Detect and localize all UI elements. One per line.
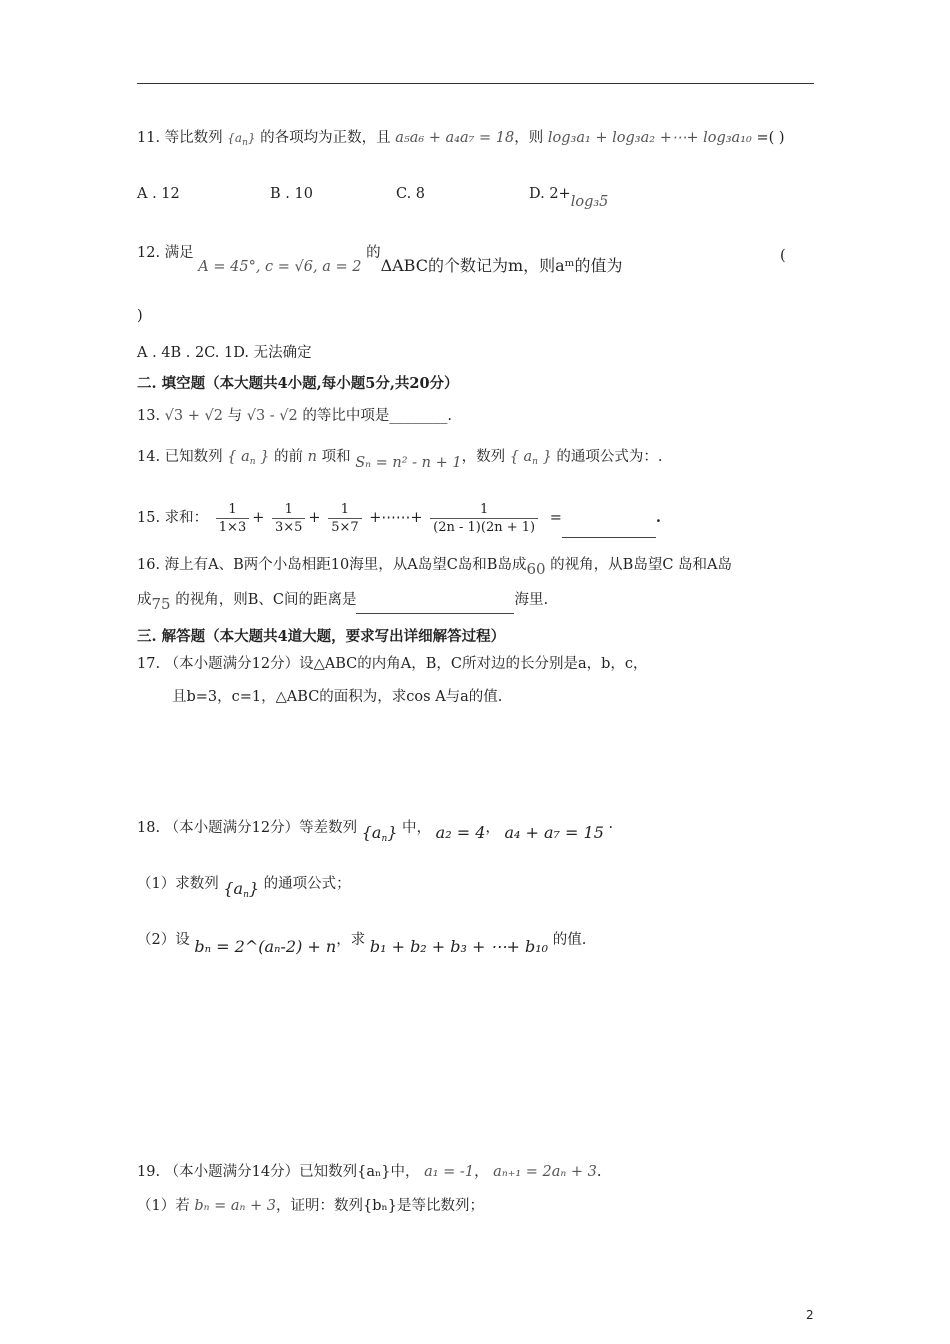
q11-stem: 11. 等比数列 xyxy=(137,130,223,146)
q19-cond1: a₁ = -1 xyxy=(424,1164,475,1180)
q16-line2c: 海里. xyxy=(514,592,549,608)
section-3-heading: 三. 解答题（本大题共4道大题，要求写出详细解答过程） xyxy=(137,628,506,645)
q15-stem: 15. 求和： xyxy=(137,510,209,526)
q11-condition: a₅a₆ + a₄a₇ = 18 xyxy=(395,130,515,146)
q11-option-c: C. 8 xyxy=(396,186,426,202)
q12-options: A . 4B . 2C. 1D. 无法确定 xyxy=(137,345,312,361)
q11-mid: 的各项均为正数，且 xyxy=(260,130,391,146)
question-14 xyxy=(137,447,663,473)
q14-formula: Sₙ = n² - n + 1 xyxy=(355,455,462,471)
q14-seq-1: { $a_n$ } xyxy=(227,449,270,467)
q11-option-d-log: log₃5 xyxy=(570,194,609,210)
q15-fraction-3: $\frac{1}{5\times 7}$ xyxy=(328,501,361,536)
q13-number: 13. xyxy=(137,408,161,424)
q14-n: n xyxy=(307,449,317,465)
q18-seq: $\{a_n\}$ xyxy=(361,823,398,844)
q16-answer-blank xyxy=(356,597,514,614)
question-12 xyxy=(137,243,623,277)
q15-end: . xyxy=(655,509,661,526)
q11-option-d: D. 2+log₃5 xyxy=(529,186,609,210)
q18-p2-formula: bₙ = 2^(aₙ-2) + n xyxy=(194,937,337,956)
q16-line1b: 的视角，从B岛望C 岛和A岛 xyxy=(550,557,733,573)
q19-p1-formula: bₙ = aₙ + 3 xyxy=(194,1198,276,1214)
question-13 xyxy=(137,406,452,426)
question-18-part-2 xyxy=(137,930,586,957)
q18-p1b: 的通项公式； xyxy=(263,876,351,892)
question-16-line-1 xyxy=(137,555,732,579)
q16-angle1: 60 xyxy=(526,560,546,578)
q14-mid3: ，数列 xyxy=(461,449,506,465)
q18-mid: 中， xyxy=(402,820,432,836)
q18-stem: 18. （本小题满分12分）等差数列 xyxy=(137,820,358,836)
page-number: 2 xyxy=(806,1308,814,1322)
section-2-heading: 二. 填空题（本大题共4小题,每小题5分,共20分） xyxy=(137,375,459,392)
question-18-part-1 xyxy=(137,874,351,905)
q18-comma: ， xyxy=(485,820,500,836)
q13-tail: 的等比中项是________. xyxy=(302,408,452,424)
q14-stem: 14. 已知数列 xyxy=(137,449,223,465)
question-19-part-1 xyxy=(137,1196,484,1216)
q19-stem: 19. （本小题满分14分）已知数列{aₙ}中， xyxy=(137,1164,420,1180)
question-18 xyxy=(137,818,613,849)
q12-condition: A = 45°, c = √6, a = 2 xyxy=(198,259,362,275)
q11-option-a: A . 12 xyxy=(137,186,180,202)
q16-line2a: 成 xyxy=(137,592,152,608)
q18-dot: · xyxy=(608,820,614,836)
q15-dots: +⋯⋯+ xyxy=(369,510,423,526)
header-rule xyxy=(137,83,814,84)
q18-cond2: a₄ + a₇ = 15 xyxy=(504,823,604,842)
question-17-line-2: 且b=3，c=1，△ABC的面积为，求cos A与a的值. xyxy=(172,689,503,705)
question-19 xyxy=(137,1162,601,1182)
q15-equals: = xyxy=(549,510,562,526)
q11-seq: $\{a_n\}$ xyxy=(227,131,256,148)
q11-then: ，则 xyxy=(514,130,544,146)
q11-expression: log₃a₁ + log₃a₂ +⋯+ log₃a₁₀ xyxy=(547,130,752,146)
q18-p2-sum: b₁ + b₂ + b₃ + ⋯+ b₁₀ xyxy=(369,937,549,956)
q15-answer-blank xyxy=(562,517,656,538)
q12-stem: 12. 满足 xyxy=(137,245,194,261)
q19-p1a: （1）若 xyxy=(137,1198,190,1214)
question-16-line-2 xyxy=(137,590,548,614)
q19-cond2: aₙ₊₁ = 2aₙ + 3 xyxy=(493,1164,597,1180)
q11-option-b: B . 10 xyxy=(270,186,313,202)
q13-expr2: √3 - √2 xyxy=(246,408,298,424)
q15-fraction-1: $\frac{1}{1\times 3}$ xyxy=(216,501,249,536)
question-11 xyxy=(137,128,785,153)
q11-tail: =( ) xyxy=(756,130,785,146)
q16-line1a: 16. 海上有A、B两个小岛相距10海里，从A岛望C岛和B岛成 xyxy=(137,557,527,573)
q14-seq-2: { $a_n$ } xyxy=(509,449,552,467)
q15-fraction-2: $\frac{1}{3\times 5}$ xyxy=(272,501,305,536)
q18-cond1: a₂ = 4 xyxy=(435,823,486,842)
q18-p2c: 的值. xyxy=(552,932,587,948)
q12-de: 的 xyxy=(366,245,381,261)
q19-p1b: ，证明：数列{bₙ}是等比数列； xyxy=(275,1198,484,1214)
q16-line2b: 的视角，则B、C间的距离是 xyxy=(175,592,357,608)
q16-angle2: 75 xyxy=(151,595,171,613)
q15-fraction-last: $\frac{1}{(2n - 1)(2n + 1)}$ xyxy=(430,501,538,536)
q13-and: 与 xyxy=(227,408,243,424)
q14-mid1: 的前 xyxy=(274,449,304,465)
q18-p2b: ，求 xyxy=(336,932,366,948)
q18-p1-seq: $\{a_n\}$ xyxy=(223,879,260,900)
q12-close-paren: ) xyxy=(137,308,143,324)
q19-dot: . xyxy=(596,1164,602,1180)
q18-p2a: （2）设 xyxy=(137,932,190,948)
q13-expr1: √3 + √2 xyxy=(164,408,223,424)
q14-tail: 的通项公式为：. xyxy=(556,449,663,465)
q12-text: ΔABC的个数记为m，则aᵐ的值为 xyxy=(380,256,623,275)
q14-mid2: 项和 xyxy=(321,449,351,465)
question-17-line-1: 17. （本小题满分12分）设△ABC的内角A，B，C所对边的长分别是a，b，c， xyxy=(137,656,648,672)
q19-comma: ， xyxy=(474,1164,489,1180)
q12-open-paren: ( xyxy=(780,248,786,264)
question-15: 15. 求和： $\frac{1}{1\times 3}$ + $\frac{1}{3\times 5}$ + $\frac{1}{5\times 7}$ +⋯⋯+ $\frac{1}{(2n - 1)(2n + 1)}$ = . xyxy=(137,498,661,538)
q18-p1a: （1）求数列 xyxy=(137,876,219,892)
